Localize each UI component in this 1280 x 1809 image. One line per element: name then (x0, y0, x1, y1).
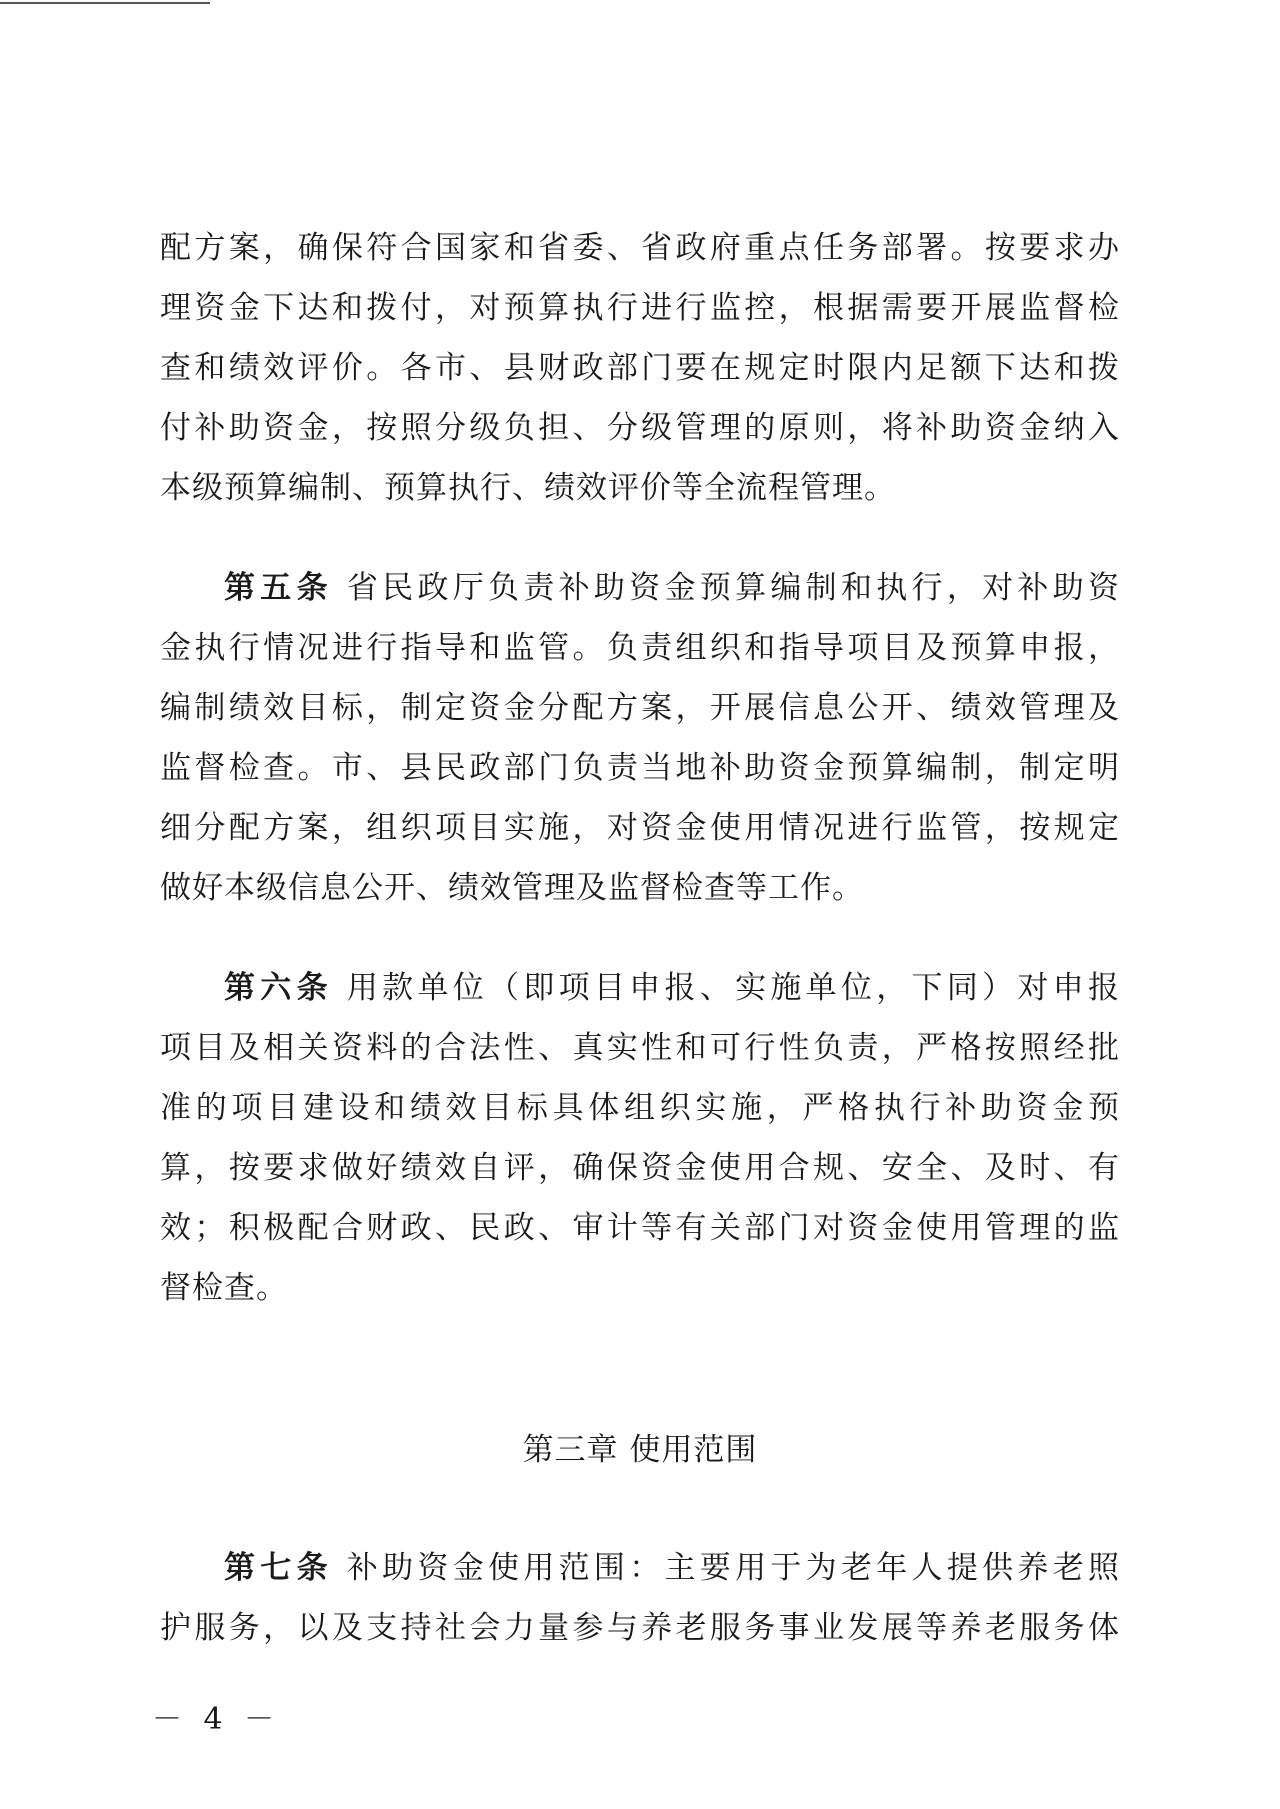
article-5-text: 省民政厅负责补助资金预算编制和执行，对补助资 (346, 570, 1120, 606)
article-7-line-1 (224, 1548, 1120, 1588)
paragraph-1-line-5: 本级预算编制、预算执行、绩效评价等全流程管理。 (160, 470, 896, 506)
article-5-line-2: 金执行情况进行指导和监管。负责组织和指导项目及预算申报， (160, 630, 1120, 666)
article-7-text: 补助资金使用范围：主要用于为老年人提供养老照 (346, 1550, 1120, 1586)
article-6-line-1 (224, 968, 1120, 1008)
top-edge-rule (0, 2, 210, 4)
page-number: － 4 － (152, 1702, 281, 1737)
article-5-line-6: 做好本级信息公开、绩效管理及监督检查等工作。 (160, 870, 864, 906)
chapter-heading: 第三章 使用范围 (522, 1432, 758, 1468)
article-5-heading: 第五条 (224, 570, 333, 606)
article-5-line-5: 细分配方案，组织项目实施，对资金使用情况进行监管，按规定 (160, 810, 1120, 846)
article-7-heading: 第七条 (224, 1550, 333, 1586)
paragraph-1-line-4: 付补助资金，按照分级负担、分级管理的原则，将补助资金纳入 (160, 410, 1120, 446)
article-5-line-3: 编制绩效目标，制定资金分配方案，开展信息公开、绩效管理及 (160, 690, 1120, 726)
article-6-line-4: 算，按要求做好绩效自评，确保资金使用合规、安全、及时、有 (160, 1150, 1120, 1186)
paragraph-1-line-2: 理资金下达和拨付，对预算执行进行监控，根据需要开展监督检 (160, 290, 1120, 326)
article-6-heading: 第六条 (224, 970, 333, 1006)
paragraph-1-line-1: 配方案，确保符合国家和省委、省政府重点任务部署。按要求办 (160, 230, 1120, 266)
article-6-line-2: 项目及相关资料的合法性、真实性和可行性负责，严格按照经批 (160, 1030, 1120, 1066)
paragraph-1-line-3: 查和绩效评价。各市、县财政部门要在规定时限内足额下达和拨 (160, 350, 1120, 386)
article-6-text: 用款单位（即项目申报、实施单位，下同）对申报 (346, 970, 1120, 1006)
article-5-line-4: 监督检查。市、县民政部门负责当地补助资金预算编制，制定明 (160, 750, 1120, 786)
article-6-line-6: 督检查。 (160, 1270, 288, 1306)
article-5-line-1 (224, 568, 1120, 608)
article-7-line-2: 护服务，以及支持社会力量参与养老服务事业发展等养老服务体 (160, 1610, 1120, 1646)
article-6-line-5: 效；积极配合财政、民政、审计等有关部门对资金使用管理的监 (160, 1210, 1120, 1246)
article-6-line-3: 准的项目建设和绩效目标具体组织实施，严格执行补助资金预 (160, 1090, 1120, 1126)
